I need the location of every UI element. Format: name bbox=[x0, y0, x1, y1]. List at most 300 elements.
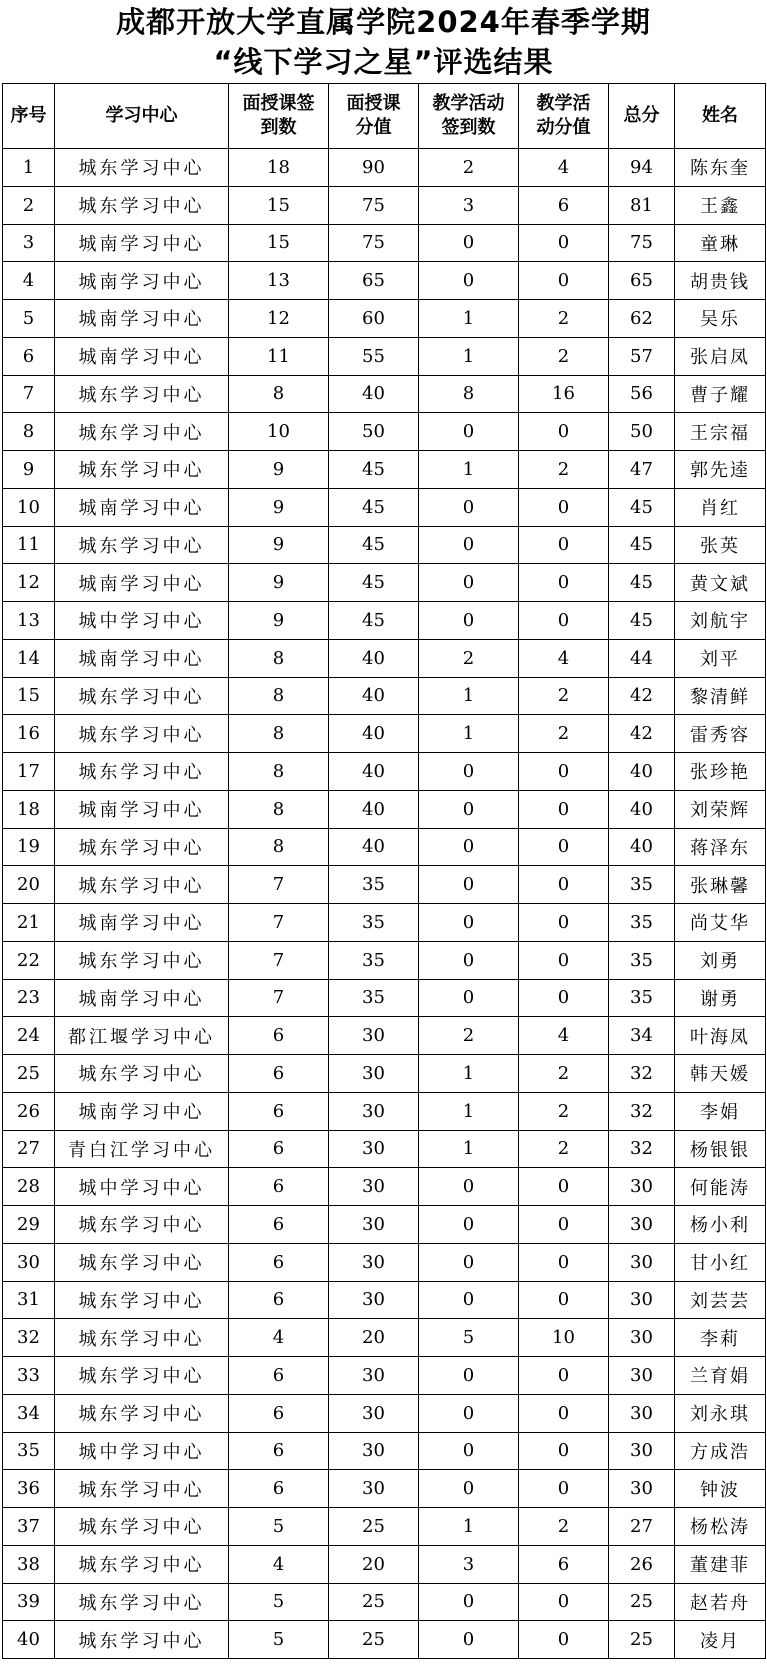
cell-center: 城中学习中心 bbox=[55, 1432, 229, 1470]
cell-activity-checkins: 0 bbox=[419, 564, 519, 602]
table-row bbox=[3, 1621, 766, 1659]
cell-activity-points: 0 bbox=[519, 262, 609, 300]
cell-index: 1 bbox=[3, 149, 55, 187]
cell-class-checkins: 6 bbox=[229, 1243, 329, 1281]
cell-activity-checkins: 0 bbox=[419, 488, 519, 526]
cell-activity-checkins: 2 bbox=[419, 1017, 519, 1055]
table-row bbox=[3, 1583, 766, 1621]
cell-activity-checkins: 3 bbox=[419, 186, 519, 224]
cell-index: 40 bbox=[3, 1621, 55, 1659]
cell-center: 青白江学习中心 bbox=[55, 1130, 229, 1168]
cell-name: 黎清鲜 bbox=[675, 677, 766, 715]
cell-activity-points: 0 bbox=[519, 602, 609, 640]
table-row bbox=[3, 941, 766, 979]
cell-activity-points: 0 bbox=[519, 488, 609, 526]
cell-class-points: 45 bbox=[329, 488, 419, 526]
cell-class-checkins: 9 bbox=[229, 564, 329, 602]
cell-class-checkins: 11 bbox=[229, 337, 329, 375]
cell-total: 30 bbox=[609, 1470, 675, 1508]
cell-total: 75 bbox=[609, 224, 675, 262]
cell-activity-checkins: 0 bbox=[419, 1243, 519, 1281]
cell-name: 刘航宇 bbox=[675, 602, 766, 640]
cell-activity-checkins: 0 bbox=[419, 1281, 519, 1319]
cell-activity-points: 2 bbox=[519, 300, 609, 338]
cell-class-points: 35 bbox=[329, 979, 419, 1017]
cell-total: 30 bbox=[609, 1394, 675, 1432]
table-row bbox=[3, 866, 766, 904]
cell-class-points: 90 bbox=[329, 149, 419, 187]
cell-name: 李莉 bbox=[675, 1319, 766, 1357]
cell-class-checkins: 7 bbox=[229, 979, 329, 1017]
cell-index: 30 bbox=[3, 1243, 55, 1281]
cell-center: 城东学习中心 bbox=[55, 1583, 229, 1621]
cell-activity-checkins: 0 bbox=[419, 866, 519, 904]
cell-class-checkins: 15 bbox=[229, 224, 329, 262]
cell-index: 2 bbox=[3, 186, 55, 224]
table-row bbox=[3, 602, 766, 640]
cell-activity-checkins: 0 bbox=[419, 1432, 519, 1470]
cell-activity-points: 2 bbox=[519, 1092, 609, 1130]
cell-class-points: 30 bbox=[329, 1168, 419, 1206]
cell-class-checkins: 6 bbox=[229, 1168, 329, 1206]
cell-activity-points: 0 bbox=[519, 979, 609, 1017]
cell-class-points: 40 bbox=[329, 715, 419, 753]
cell-class-points: 35 bbox=[329, 904, 419, 942]
cell-class-points: 65 bbox=[329, 262, 419, 300]
cell-activity-checkins: 0 bbox=[419, 413, 519, 451]
cell-activity-points: 2 bbox=[519, 1055, 609, 1093]
cell-center: 城东学习中心 bbox=[55, 866, 229, 904]
cell-activity-points: 0 bbox=[519, 1206, 609, 1244]
cell-name: 雷秀容 bbox=[675, 715, 766, 753]
table-row bbox=[3, 1168, 766, 1206]
table-row bbox=[3, 753, 766, 791]
cell-class-checkins: 9 bbox=[229, 526, 329, 564]
cell-class-points: 30 bbox=[329, 1243, 419, 1281]
cell-class-points: 25 bbox=[329, 1621, 419, 1659]
cell-activity-checkins: 1 bbox=[419, 715, 519, 753]
cell-name: 王鑫 bbox=[675, 186, 766, 224]
cell-activity-points: 2 bbox=[519, 1130, 609, 1168]
cell-class-checkins: 8 bbox=[229, 677, 329, 715]
cell-class-checkins: 8 bbox=[229, 375, 329, 413]
table-row bbox=[3, 1017, 766, 1055]
cell-class-points: 60 bbox=[329, 300, 419, 338]
table-row bbox=[3, 526, 766, 564]
cell-activity-points: 0 bbox=[519, 828, 609, 866]
cell-activity-checkins: 8 bbox=[419, 375, 519, 413]
cell-class-checkins: 6 bbox=[229, 1432, 329, 1470]
cell-center: 城东学习中心 bbox=[55, 1281, 229, 1319]
cell-center: 城东学习中心 bbox=[55, 1394, 229, 1432]
cell-class-points: 30 bbox=[329, 1281, 419, 1319]
cell-class-points: 30 bbox=[329, 1357, 419, 1395]
cell-name: 刘平 bbox=[675, 639, 766, 677]
cell-total: 30 bbox=[609, 1281, 675, 1319]
cell-total: 35 bbox=[609, 904, 675, 942]
cell-activity-points: 6 bbox=[519, 1545, 609, 1583]
cell-center: 城中学习中心 bbox=[55, 1168, 229, 1206]
cell-total: 50 bbox=[609, 413, 675, 451]
cell-total: 40 bbox=[609, 828, 675, 866]
cell-center: 城东学习中心 bbox=[55, 753, 229, 791]
cell-index: 29 bbox=[3, 1206, 55, 1244]
cell-center: 城东学习中心 bbox=[55, 1357, 229, 1395]
cell-activity-points: 0 bbox=[519, 413, 609, 451]
cell-class-checkins: 8 bbox=[229, 753, 329, 791]
cell-total: 30 bbox=[609, 1432, 675, 1470]
cell-total: 56 bbox=[609, 375, 675, 413]
cell-index: 19 bbox=[3, 828, 55, 866]
cell-center: 城东学习中心 bbox=[55, 828, 229, 866]
cell-activity-checkins: 0 bbox=[419, 602, 519, 640]
page-subtitle: “线下学习之星”评选结果 bbox=[213, 45, 554, 79]
table-row bbox=[3, 715, 766, 753]
cell-name: 赵若舟 bbox=[675, 1583, 766, 1621]
table-row bbox=[3, 1281, 766, 1319]
cell-name: 凌月 bbox=[675, 1621, 766, 1659]
cell-class-points: 30 bbox=[329, 1394, 419, 1432]
cell-activity-points: 2 bbox=[519, 451, 609, 489]
cell-total: 26 bbox=[609, 1545, 675, 1583]
table-row bbox=[3, 1432, 766, 1470]
cell-class-points: 40 bbox=[329, 375, 419, 413]
cell-name: 方成浩 bbox=[675, 1432, 766, 1470]
cell-total: 81 bbox=[609, 186, 675, 224]
cell-index: 34 bbox=[3, 1394, 55, 1432]
cell-index: 7 bbox=[3, 375, 55, 413]
cell-index: 20 bbox=[3, 866, 55, 904]
cell-activity-checkins: 0 bbox=[419, 1168, 519, 1206]
cell-index: 13 bbox=[3, 602, 55, 640]
cell-center: 城东学习中心 bbox=[55, 1545, 229, 1583]
cell-activity-checkins: 0 bbox=[419, 262, 519, 300]
cell-class-points: 40 bbox=[329, 639, 419, 677]
table-row bbox=[3, 1394, 766, 1432]
cell-center: 城南学习中心 bbox=[55, 300, 229, 338]
cell-class-checkins: 7 bbox=[229, 904, 329, 942]
cell-class-points: 25 bbox=[329, 1583, 419, 1621]
cell-index: 32 bbox=[3, 1319, 55, 1357]
cell-total: 32 bbox=[609, 1092, 675, 1130]
cell-class-points: 30 bbox=[329, 1092, 419, 1130]
cell-name: 曹子耀 bbox=[675, 375, 766, 413]
cell-index: 5 bbox=[3, 300, 55, 338]
cell-index: 14 bbox=[3, 639, 55, 677]
cell-index: 22 bbox=[3, 941, 55, 979]
cell-total: 42 bbox=[609, 715, 675, 753]
cell-class-points: 20 bbox=[329, 1545, 419, 1583]
cell-name: 刘勇 bbox=[675, 941, 766, 979]
table-row bbox=[3, 564, 766, 602]
cell-name: 韩天媛 bbox=[675, 1055, 766, 1093]
cell-class-checkins: 9 bbox=[229, 488, 329, 526]
cell-class-points: 30 bbox=[329, 1017, 419, 1055]
col-header-center: 学习中心 bbox=[55, 84, 229, 149]
cell-index: 31 bbox=[3, 1281, 55, 1319]
cell-class-checkins: 6 bbox=[229, 1206, 329, 1244]
table-row bbox=[3, 828, 766, 866]
cell-class-checkins: 6 bbox=[229, 1357, 329, 1395]
cell-activity-points: 2 bbox=[519, 337, 609, 375]
cell-activity-checkins: 0 bbox=[419, 790, 519, 828]
col-header-total: 总分 bbox=[609, 84, 675, 149]
cell-class-checkins: 6 bbox=[229, 1130, 329, 1168]
cell-total: 35 bbox=[609, 941, 675, 979]
cell-class-checkins: 8 bbox=[229, 828, 329, 866]
cell-center: 城南学习中心 bbox=[55, 337, 229, 375]
cell-class-points: 40 bbox=[329, 677, 419, 715]
cell-center: 城东学习中心 bbox=[55, 413, 229, 451]
cell-class-checkins: 9 bbox=[229, 602, 329, 640]
cell-class-points: 55 bbox=[329, 337, 419, 375]
cell-center: 城东学习中心 bbox=[55, 1508, 229, 1546]
cell-index: 36 bbox=[3, 1470, 55, 1508]
cell-name: 张启凤 bbox=[675, 337, 766, 375]
cell-class-points: 30 bbox=[329, 1470, 419, 1508]
cell-name: 刘永琪 bbox=[675, 1394, 766, 1432]
cell-name: 杨松涛 bbox=[675, 1508, 766, 1546]
cell-total: 34 bbox=[609, 1017, 675, 1055]
cell-total: 25 bbox=[609, 1583, 675, 1621]
table-row bbox=[3, 375, 766, 413]
cell-class-points: 30 bbox=[329, 1130, 419, 1168]
cell-index: 15 bbox=[3, 677, 55, 715]
cell-center: 城南学习中心 bbox=[55, 639, 229, 677]
cell-name: 蒋泽东 bbox=[675, 828, 766, 866]
cell-index: 39 bbox=[3, 1583, 55, 1621]
cell-activity-points: 0 bbox=[519, 526, 609, 564]
cell-activity-checkins: 0 bbox=[419, 904, 519, 942]
cell-class-points: 25 bbox=[329, 1508, 419, 1546]
cell-center: 都江堰学习中心 bbox=[55, 1017, 229, 1055]
cell-name: 杨小利 bbox=[675, 1206, 766, 1244]
cell-class-checkins: 4 bbox=[229, 1319, 329, 1357]
cell-class-checkins: 7 bbox=[229, 941, 329, 979]
cell-total: 94 bbox=[609, 149, 675, 187]
cell-class-checkins: 5 bbox=[229, 1508, 329, 1546]
cell-name: 李娟 bbox=[675, 1092, 766, 1130]
cell-activity-points: 10 bbox=[519, 1319, 609, 1357]
cell-index: 24 bbox=[3, 1017, 55, 1055]
cell-name: 张英 bbox=[675, 526, 766, 564]
cell-activity-points: 2 bbox=[519, 677, 609, 715]
cell-name: 黄文斌 bbox=[675, 564, 766, 602]
cell-class-points: 50 bbox=[329, 413, 419, 451]
cell-name: 刘荣辉 bbox=[675, 790, 766, 828]
cell-name: 钟波 bbox=[675, 1470, 766, 1508]
cell-center: 城东学习中心 bbox=[55, 526, 229, 564]
table-body bbox=[3, 149, 766, 1659]
cell-index: 37 bbox=[3, 1508, 55, 1546]
cell-total: 32 bbox=[609, 1130, 675, 1168]
cell-center: 城南学习中心 bbox=[55, 790, 229, 828]
cell-index: 38 bbox=[3, 1545, 55, 1583]
cell-index: 6 bbox=[3, 337, 55, 375]
cell-class-points: 30 bbox=[329, 1206, 419, 1244]
cell-class-checkins: 6 bbox=[229, 1281, 329, 1319]
cell-center: 城南学习中心 bbox=[55, 488, 229, 526]
cell-name: 郭先逵 bbox=[675, 451, 766, 489]
cell-class-points: 45 bbox=[329, 564, 419, 602]
cell-activity-checkins: 2 bbox=[419, 149, 519, 187]
cell-total: 35 bbox=[609, 866, 675, 904]
cell-class-checkins: 6 bbox=[229, 1092, 329, 1130]
cell-activity-points: 0 bbox=[519, 1432, 609, 1470]
col-header-activity-points: 教学活 动分值 bbox=[519, 84, 609, 149]
cell-class-checkins: 5 bbox=[229, 1583, 329, 1621]
table-row bbox=[3, 1243, 766, 1281]
cell-name: 杨银银 bbox=[675, 1130, 766, 1168]
cell-name: 尚艾华 bbox=[675, 904, 766, 942]
cell-name: 何能涛 bbox=[675, 1168, 766, 1206]
cell-total: 40 bbox=[609, 753, 675, 791]
cell-activity-points: 0 bbox=[519, 866, 609, 904]
cell-center: 城东学习中心 bbox=[55, 941, 229, 979]
table-row bbox=[3, 1319, 766, 1357]
cell-activity-checkins: 3 bbox=[419, 1545, 519, 1583]
cell-activity-checkins: 2 bbox=[419, 639, 519, 677]
cell-index: 23 bbox=[3, 979, 55, 1017]
table-row bbox=[3, 1206, 766, 1244]
cell-center: 城南学习中心 bbox=[55, 1092, 229, 1130]
cell-class-checkins: 7 bbox=[229, 866, 329, 904]
cell-center: 城东学习中心 bbox=[55, 1319, 229, 1357]
cell-activity-points: 0 bbox=[519, 1470, 609, 1508]
table-row bbox=[3, 262, 766, 300]
cell-activity-points: 4 bbox=[519, 1017, 609, 1055]
table-row bbox=[3, 1092, 766, 1130]
table-row bbox=[3, 488, 766, 526]
table-row bbox=[3, 186, 766, 224]
cell-center: 城中学习中心 bbox=[55, 602, 229, 640]
cell-activity-checkins: 0 bbox=[419, 753, 519, 791]
cell-class-points: 35 bbox=[329, 941, 419, 979]
cell-name: 王宗福 bbox=[675, 413, 766, 451]
cell-activity-checkins: 1 bbox=[419, 337, 519, 375]
cell-total: 30 bbox=[609, 1319, 675, 1357]
cell-index: 21 bbox=[3, 904, 55, 942]
cell-total: 62 bbox=[609, 300, 675, 338]
cell-center: 城东学习中心 bbox=[55, 1470, 229, 1508]
table-row bbox=[3, 904, 766, 942]
col-header-class-points: 面授课 分值 bbox=[329, 84, 419, 149]
cell-activity-checkins: 1 bbox=[419, 1055, 519, 1093]
cell-activity-points: 0 bbox=[519, 790, 609, 828]
cell-activity-checkins: 1 bbox=[419, 1130, 519, 1168]
cell-total: 45 bbox=[609, 564, 675, 602]
cell-class-checkins: 9 bbox=[229, 451, 329, 489]
col-header-index: 序号 bbox=[3, 84, 55, 149]
cell-activity-points: 0 bbox=[519, 1281, 609, 1319]
table-row bbox=[3, 413, 766, 451]
cell-class-checkins: 8 bbox=[229, 790, 329, 828]
cell-activity-checkins: 0 bbox=[419, 941, 519, 979]
cell-total: 30 bbox=[609, 1357, 675, 1395]
cell-activity-points: 0 bbox=[519, 1583, 609, 1621]
cell-name: 甘小红 bbox=[675, 1243, 766, 1281]
cell-activity-points: 0 bbox=[519, 941, 609, 979]
cell-index: 16 bbox=[3, 715, 55, 753]
table-row bbox=[3, 1545, 766, 1583]
cell-name: 叶海凤 bbox=[675, 1017, 766, 1055]
cell-activity-points: 16 bbox=[519, 375, 609, 413]
table-row bbox=[3, 224, 766, 262]
cell-total: 30 bbox=[609, 1206, 675, 1244]
cell-activity-checkins: 0 bbox=[419, 526, 519, 564]
cell-index: 4 bbox=[3, 262, 55, 300]
cell-center: 城东学习中心 bbox=[55, 715, 229, 753]
cell-class-points: 30 bbox=[329, 1055, 419, 1093]
cell-center: 城东学习中心 bbox=[55, 1621, 229, 1659]
cell-activity-checkins: 0 bbox=[419, 224, 519, 262]
page-title: 成都开放大学直属学院2024年春季学期 bbox=[116, 5, 651, 39]
table-row bbox=[3, 451, 766, 489]
cell-center: 城东学习中心 bbox=[55, 1055, 229, 1093]
cell-activity-checkins: 0 bbox=[419, 1357, 519, 1395]
cell-activity-points: 4 bbox=[519, 639, 609, 677]
cell-class-points: 40 bbox=[329, 828, 419, 866]
cell-name: 董建菲 bbox=[675, 1545, 766, 1583]
cell-name: 张珍艳 bbox=[675, 753, 766, 791]
cell-total: 45 bbox=[609, 602, 675, 640]
table-row bbox=[3, 639, 766, 677]
table-row bbox=[3, 677, 766, 715]
cell-total: 30 bbox=[609, 1168, 675, 1206]
cell-name: 胡贵钱 bbox=[675, 262, 766, 300]
col-header-activity-checkins: 教学活动 签到数 bbox=[419, 84, 519, 149]
cell-total: 30 bbox=[609, 1243, 675, 1281]
cell-center: 城东学习中心 bbox=[55, 677, 229, 715]
cell-total: 44 bbox=[609, 639, 675, 677]
cell-name: 张琳馨 bbox=[675, 866, 766, 904]
cell-activity-points: 2 bbox=[519, 715, 609, 753]
cell-total: 40 bbox=[609, 790, 675, 828]
cell-name: 陈东奎 bbox=[675, 149, 766, 187]
table-row bbox=[3, 1130, 766, 1168]
cell-activity-points: 0 bbox=[519, 1394, 609, 1432]
cell-index: 35 bbox=[3, 1432, 55, 1470]
cell-total: 57 bbox=[609, 337, 675, 375]
cell-activity-points: 0 bbox=[519, 904, 609, 942]
cell-index: 18 bbox=[3, 790, 55, 828]
table-row bbox=[3, 1357, 766, 1395]
cell-index: 17 bbox=[3, 753, 55, 791]
cell-class-checkins: 15 bbox=[229, 186, 329, 224]
cell-activity-points: 6 bbox=[519, 186, 609, 224]
table-row bbox=[3, 790, 766, 828]
cell-activity-checkins: 1 bbox=[419, 1508, 519, 1546]
cell-center: 城南学习中心 bbox=[55, 979, 229, 1017]
table-row bbox=[3, 1055, 766, 1093]
cell-index: 3 bbox=[3, 224, 55, 262]
cell-center: 城东学习中心 bbox=[55, 149, 229, 187]
cell-index: 27 bbox=[3, 1130, 55, 1168]
cell-activity-checkins: 0 bbox=[419, 1206, 519, 1244]
cell-activity-points: 0 bbox=[519, 1357, 609, 1395]
cell-center: 城南学习中心 bbox=[55, 224, 229, 262]
cell-activity-checkins: 1 bbox=[419, 677, 519, 715]
col-header-class-checkins: 面授课签 到数 bbox=[229, 84, 329, 149]
cell-total: 42 bbox=[609, 677, 675, 715]
cell-total: 45 bbox=[609, 488, 675, 526]
cell-index: 28 bbox=[3, 1168, 55, 1206]
cell-class-checkins: 8 bbox=[229, 639, 329, 677]
cell-class-checkins: 10 bbox=[229, 413, 329, 451]
cell-activity-checkins: 1 bbox=[419, 300, 519, 338]
cell-activity-points: 0 bbox=[519, 1243, 609, 1281]
cell-class-points: 45 bbox=[329, 602, 419, 640]
